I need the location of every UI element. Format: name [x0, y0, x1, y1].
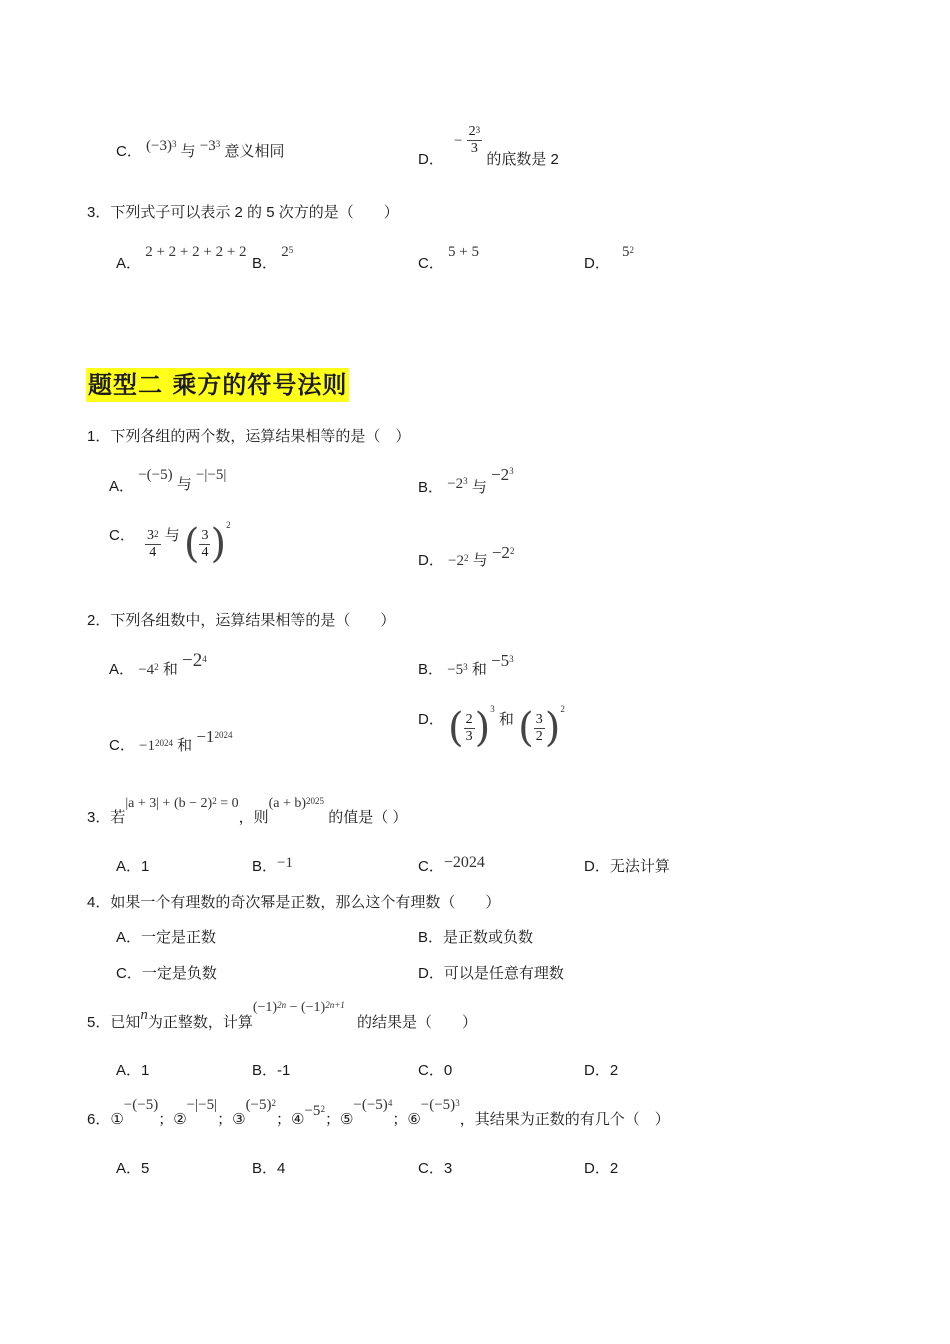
- fraction: $\frac{2^3}{3}$: [468, 124, 481, 156]
- math-expression: $-5^3$: [491, 651, 514, 670]
- option-label: B．: [252, 858, 278, 875]
- option-label: C．: [418, 255, 444, 272]
- question-4: 4．如果一个有理数的奇次幂是正数，那么这个有理数（ ）: [87, 894, 501, 911]
- option-label: D．: [418, 151, 444, 169]
- math-expression: $-(-5)^4$: [353, 1097, 393, 1113]
- option-label: A．: [109, 478, 135, 495]
- option-label: B．: [418, 479, 444, 496]
- option-label: A．: [116, 255, 142, 272]
- q2-option-a[interactable]: [109, 650, 207, 678]
- option-label: C．: [418, 858, 444, 875]
- math-expression: $-2^3$: [447, 476, 468, 492]
- q6-option-a[interactable]: A．5: [116, 1160, 150, 1177]
- connector-text: 和: [471, 661, 487, 678]
- option-label: D．: [584, 858, 610, 875]
- q3-option-a[interactable]: A．1: [116, 858, 150, 875]
- math-expression: $(-5)^2$: [245, 1097, 277, 1113]
- q1-option-d[interactable]: [418, 543, 515, 569]
- math-expression: $5^2$: [622, 244, 635, 260]
- question-5: 5．已知n为正整数，计算$(-1)^{2n} - (-1)^{2n+1}$ 的结果是（ ）: [87, 1000, 477, 1031]
- math-expression: 2 + 2 + 2 + 2 + 2: [145, 244, 247, 260]
- option-label: D．: [584, 255, 610, 272]
- math-expression: $-1^{2024}$: [196, 727, 233, 746]
- q5-option-c[interactable]: C．0: [418, 1062, 453, 1079]
- connector-text: 与: [472, 552, 488, 569]
- q5-option-d[interactable]: D．2: [584, 1062, 619, 1079]
- q5-option-b[interactable]: B．-1: [252, 1062, 291, 1079]
- q5-option-a[interactable]: A．1: [116, 1062, 150, 1079]
- fraction: $\frac{3}{2}$: [535, 711, 543, 744]
- q6-option-b[interactable]: B．4: [252, 1160, 286, 1177]
- option-label: D．: [418, 710, 444, 728]
- q3-option-b[interactable]: B．−1: [252, 855, 293, 875]
- math-expression: $-1^{2024}$: [139, 738, 173, 754]
- connector-text: 和: [498, 710, 514, 728]
- math-expression: −(−5): [138, 467, 173, 483]
- connector-text: 与: [176, 476, 192, 493]
- math-expression: $-4^2$: [138, 662, 159, 678]
- math-expression: $(-1)^{2n} - (-1)^{2n+1}$: [252, 1000, 345, 1015]
- question-2: 2．下列各组数中，运算结果相等的是（ ）: [87, 612, 396, 629]
- q4-option-d[interactable]: D．可以是任意有理数: [418, 965, 564, 982]
- connector-text: 与: [471, 479, 487, 496]
- q3-option-c[interactable]: C．−2024: [418, 854, 485, 875]
- question-3: 3．若$|a + 3| + (b - 2)^2 = 0$，则$(a + b)^{2025}$ 的值是（ ）: [87, 796, 408, 826]
- prev-q3-option-b[interactable]: [252, 243, 294, 272]
- math-expression: $-2^4$: [182, 650, 207, 671]
- math-expression: 5 + 5: [448, 244, 479, 260]
- option-label: B．: [252, 255, 278, 272]
- q3-option-d[interactable]: D．无法计算: [584, 858, 670, 875]
- q4-option-b[interactable]: B．是正数或负数: [418, 929, 534, 946]
- fraction: $\frac{3^2}{4}$: [147, 527, 159, 560]
- option-label: A．: [109, 661, 135, 678]
- option-label: A．: [116, 858, 142, 875]
- math-expression: $-2^2$: [491, 543, 515, 562]
- math-expression: −|−5|: [195, 467, 227, 483]
- section-title: 题型二 乘方的符号法则: [86, 368, 349, 402]
- math-expression: −(−5): [123, 1097, 159, 1113]
- q6-option-d[interactable]: D．2: [584, 1160, 619, 1177]
- q2-option-b[interactable]: [418, 651, 514, 678]
- fraction: $\frac{2}{3}$: [465, 711, 473, 744]
- prev-q3-option-d[interactable]: [584, 243, 635, 272]
- q1-option-c[interactable]: C． $\frac{3^2}{4}$ 与 ( $\frac{3}{4}$ )$^2$: [109, 519, 231, 567]
- option-label: D．: [418, 552, 444, 569]
- math-expression: $|a + 3| + (b - 2)^2 = 0$: [125, 796, 239, 811]
- option-label: C．: [109, 526, 135, 544]
- math-expression: $-5^2$: [304, 1103, 325, 1119]
- q1-option-b[interactable]: [418, 464, 514, 496]
- prev-q2-option-d[interactable]: [418, 116, 559, 169]
- math-expression: $-(-5)^3$: [420, 1097, 460, 1113]
- q2-option-c[interactable]: [109, 727, 233, 754]
- connector-text: 与: [164, 526, 180, 544]
- connector-text: 与: [180, 143, 196, 160]
- connector-text: 和: [177, 737, 193, 754]
- option-label: C．: [109, 737, 135, 754]
- prev-q3-option-a[interactable]: [116, 243, 247, 272]
- variable-n: n: [140, 1007, 148, 1023]
- math-expression: $-2^3$: [491, 465, 514, 484]
- q1-option-a[interactable]: [109, 466, 227, 495]
- connector-text: 和: [162, 661, 178, 678]
- option-label: B．: [418, 661, 444, 678]
- math-expression: $-2^2$: [448, 553, 469, 569]
- option-label: C．: [116, 143, 142, 160]
- option-text: 的底数是 2: [486, 151, 559, 169]
- prev-q3-option-c[interactable]: [418, 243, 479, 272]
- option-text: 意义相同: [224, 143, 285, 160]
- q2-option-d[interactable]: D． ( $\frac{2}{3}$ )$^3$ 和 ( $\frac{3}{2}$ )$^2$: [418, 703, 565, 751]
- math-expression: $(-3)^3$: [146, 138, 177, 154]
- q6-option-c[interactable]: C．3: [418, 1160, 453, 1177]
- math-expression: $-5^3$: [447, 662, 468, 678]
- minus-sign: −: [454, 133, 463, 150]
- fraction: $\frac{3}{4}$: [201, 527, 209, 560]
- prev-question-3: 3．下列式子可以表示 2 的 5 次方的是（ ）: [87, 204, 399, 221]
- q4-option-a[interactable]: A．一定是正数: [116, 929, 217, 946]
- math-expression: $(a + b)^{2025}$: [268, 796, 325, 811]
- math-expression: $-3^3$: [199, 138, 221, 154]
- q4-option-c[interactable]: C．一定是负数: [116, 965, 217, 982]
- math-expression: −|−5|: [186, 1097, 218, 1113]
- question-1: 1．下列各组的两个数，运算结果相等的是（ ）: [87, 428, 411, 445]
- question-6: 6．①−(−5)；②−|−5|；$③(-5)^2$；$④-5^2$；$⑤-(-5)^4$；$⑥-(-5)^3$，其结果为正数的有几个（ ）: [87, 1097, 670, 1128]
- prev-q2-option-c[interactable]: [116, 138, 285, 161]
- math-expression: $2^5$: [281, 244, 294, 260]
